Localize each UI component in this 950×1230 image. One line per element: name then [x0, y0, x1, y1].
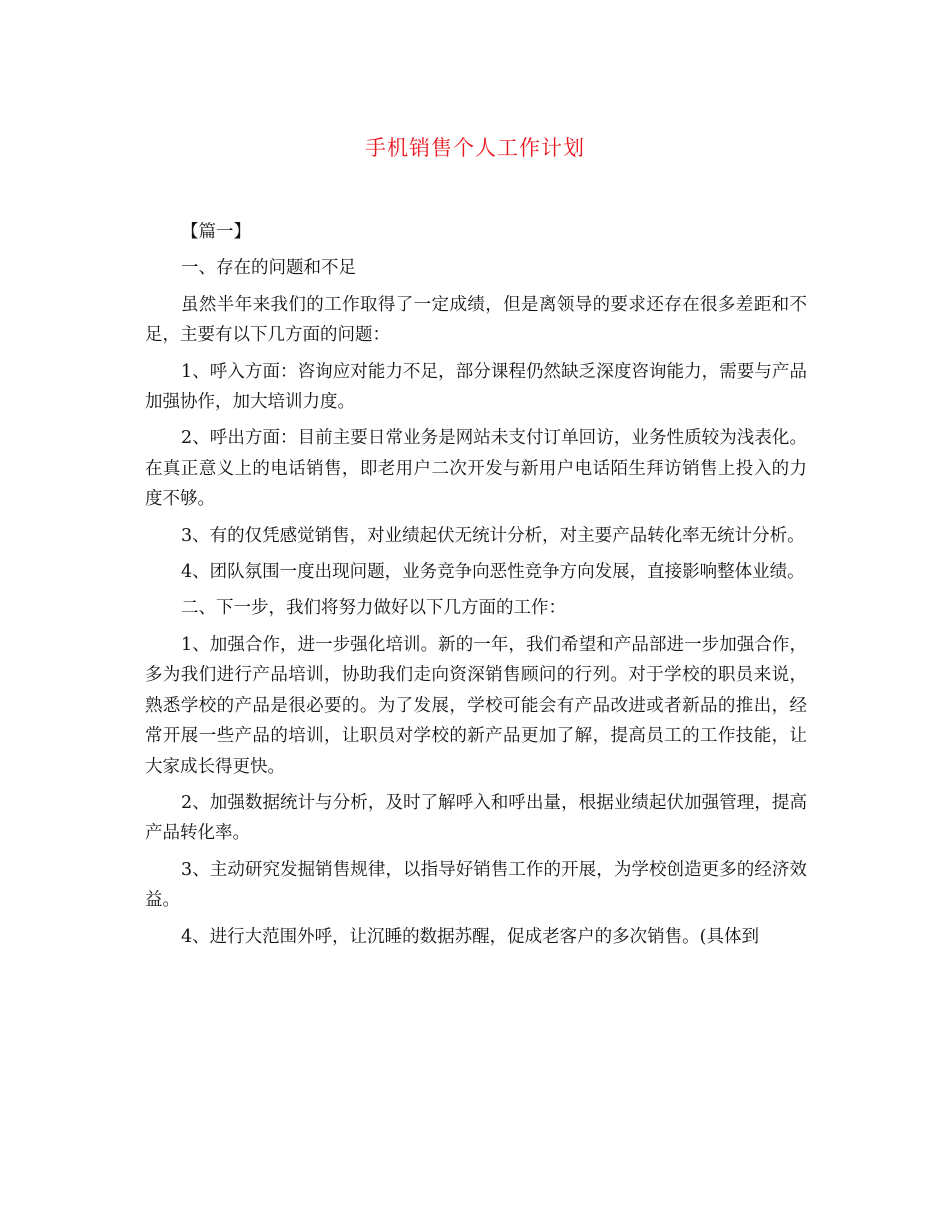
section-heading: 二、下一步，我们将努力做好以下几方面的工作： [181, 598, 566, 619]
paragraph: 3、有的仅凭感觉销售，对业绩起伏无统计分析，对主要产品转化率无统计分析。 [181, 525, 805, 546]
paragraph: 4、进行大范围外呼，让沉睡的数据苏醒，促成老客户的多次销售。(具体到 [181, 926, 759, 947]
paragraph: 2、呼出方面：目前主要日常业务是网站未支付订单回访，业务性质较为浅表化。在真正意义上的电话销售，即老用户二次开发与新用户电话陌生拜访销售上投入的力度不够。 [145, 428, 807, 510]
paragraph: 1、呼入方面：咨询应对能力不足，部分课程仍然缺乏深度咨询能力，需要与产品加强协作，加大培训力度。 [145, 361, 807, 413]
paragraph: 虽然半年来我们的工作取得了一定成绩，但是离领导的要求还存在很多差距和不足，主要有以下几方面的问题： [145, 294, 807, 346]
paragraph: 2、加强数据统计与分析，及时了解呼入和呼出量，根据业绩起伏加强管理，提高产品转化率。 [145, 792, 807, 844]
document-body [145, 217, 807, 958]
document-title: 手机销售个人工作计划 [365, 136, 585, 160]
section-label: 【篇一】 [181, 222, 251, 242]
paragraph: 1、加强合作，进一步强化培训。新的一年，我们希望和产品部进一步加强合作，多为我们进行产品培训，协助我们走向资深销售顾问的行列。对于学校的职员来说，熟悉学校的产品是很必要的。为了发展，学校可能会有产品改进或者新品的推出，经常开展一些产品的培训，让职员对学校的新产品更加了解，提高员工的工作技能，让大家成长得更快。 [145, 634, 807, 777]
paragraph: 3、主动研究发掘销售规律，以指导好销售工作的开展，为学校创造更多的经济效益。 [145, 859, 807, 911]
paragraph: 4、团队氛围一度出现问题，业务竞争向恶性竞争方向发展，直接影响整体业绩。 [181, 562, 805, 583]
section-heading: 一、存在的问题和不足 [181, 258, 356, 279]
